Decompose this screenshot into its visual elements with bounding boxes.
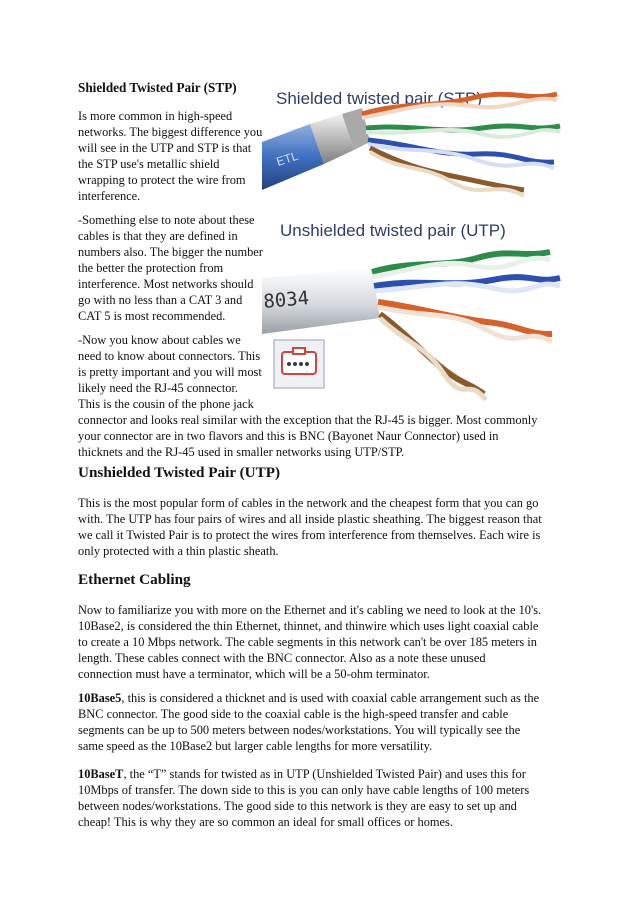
text-line: interference. Most networks should bbox=[78, 277, 254, 291]
text-line: go with no less than a CAT 3 and bbox=[78, 293, 243, 307]
text-run: , the “T” stands for twisted as in UTP (Unshielded Twisted Pair) and uses this for bbox=[123, 767, 526, 781]
text-run: , this is considered a thicknet and is used with coaxial cable arrangement such as the bbox=[121, 691, 540, 705]
text-line: interference. bbox=[78, 189, 141, 203]
rj45-connector-icon bbox=[274, 340, 324, 388]
text-line: wrapping to protect the wire from bbox=[78, 173, 246, 187]
text-line: between nodes/workstations. The good side to this network is they are easy to set up and bbox=[78, 799, 517, 813]
text-line: networks. The biggest difference you bbox=[78, 125, 263, 139]
text-line: only protected with a thin plastic sheath. bbox=[78, 544, 279, 558]
text-line: the better the protection from bbox=[78, 261, 224, 275]
text-line: This is the most popular form of cables in the network and the cheapest form that you can go bbox=[78, 496, 539, 510]
text-line: connection must have a terminator, which will be a 50-ohm terminator. bbox=[78, 667, 430, 681]
ethernet-paragraph-10baset bbox=[78, 766, 568, 830]
text-line: length. These cables connect with the BNC connector. Also as a note these unused bbox=[78, 651, 486, 665]
text-line: cables is that they are defined in bbox=[78, 229, 238, 243]
text-line: This is the cousin of the phone jack bbox=[78, 397, 254, 411]
text-line: numbers also. The bigger the number bbox=[78, 245, 263, 259]
ethernet-paragraph-1 bbox=[78, 602, 568, 682]
text-line: Is more common in high-speed bbox=[78, 109, 233, 123]
text-line: your connector are in two flavors and this is BNC (Bayonet Naur Connector) used in bbox=[78, 429, 499, 443]
stp-paragraph-1 bbox=[78, 108, 270, 204]
text-line: will see in the UTP and STP is that bbox=[78, 141, 252, 155]
text-line: CAT 5 is most recommended. bbox=[78, 309, 226, 323]
text-line: same speed as the 10Base2 but larger cable lengths for more versatility. bbox=[78, 739, 433, 753]
stp-cable-illustration bbox=[262, 94, 560, 196]
text-line bbox=[78, 690, 568, 706]
text-line: connector and looks real similar with the exception that the RJ-45 is bigger. Most commonly bbox=[78, 413, 538, 427]
text-line: 10Base2, is considered the thin Ethernet, thinnet, and thinwire which uses light coaxial cable bbox=[78, 619, 539, 633]
text-line: is pretty important and you will most bbox=[78, 365, 262, 379]
term-10base5: 10Base5 bbox=[78, 691, 122, 705]
stp-figure-title: Shielded twisted pair (STP) bbox=[276, 89, 482, 108]
text-line: we call it Twisted Pair is to protect the wires from interference from themselves. Each wire is bbox=[78, 528, 541, 542]
stp-paragraph-2 bbox=[78, 212, 270, 324]
ethernet-heading: Ethernet Cabling bbox=[78, 571, 191, 588]
connector-paragraph-wide bbox=[78, 412, 568, 460]
text-line: likely need the RJ-45 connector. bbox=[78, 381, 239, 395]
text-line: -Something else to note about these bbox=[78, 213, 255, 227]
text-line: cheap! This is why they are so common an ideal for small offices or homes. bbox=[78, 815, 453, 829]
text-line: with. The UTP has four pairs of wires and all inside plastic sheathing. The biggest reason that bbox=[78, 512, 542, 526]
stp-jacket-print: ETL bbox=[274, 148, 300, 169]
text-line: segments can be up to 500 meters between nodes/workstations. You will typically see the bbox=[78, 723, 521, 737]
text-line: need to know about connectors. This bbox=[78, 349, 261, 363]
connector-paragraph-narrow bbox=[78, 332, 270, 412]
term-10baset: 10BaseT bbox=[78, 767, 124, 781]
stp-heading: Shielded Twisted Pair (STP) bbox=[78, 80, 237, 95]
text-line: thicknets and the RJ-45 used in smaller networks using UTP/STP. bbox=[78, 445, 405, 459]
ethernet-paragraph-10base5 bbox=[78, 690, 568, 754]
text-line: Now to familiarize you with more on the Ethernet and it's cabling we need to look at the 10's. bbox=[78, 603, 542, 617]
utp-figure-title: Unshielded twisted pair (UTP) bbox=[280, 221, 506, 240]
text-line bbox=[78, 766, 568, 782]
text-line: to create a 10 Mbps network. The cable segments in this network can't be over 185 meters in bbox=[78, 635, 537, 649]
cable-figure bbox=[262, 72, 562, 412]
text-line: BNC connector. The good side to the coaxial cable is the high-speed transfer and cable bbox=[78, 707, 509, 721]
text-line: 10Mbps of transfer. The down side to this is you can only have cable lengths of 100 meters bbox=[78, 783, 530, 797]
utp-paragraph bbox=[78, 495, 568, 559]
text-line: the STP use's metallic shield bbox=[78, 157, 220, 171]
utp-jacket-print: 8034 bbox=[262, 287, 311, 313]
text-line: -Now you know about cables we bbox=[78, 333, 241, 347]
utp-heading: Unshielded Twisted Pair (UTP) bbox=[78, 464, 281, 481]
